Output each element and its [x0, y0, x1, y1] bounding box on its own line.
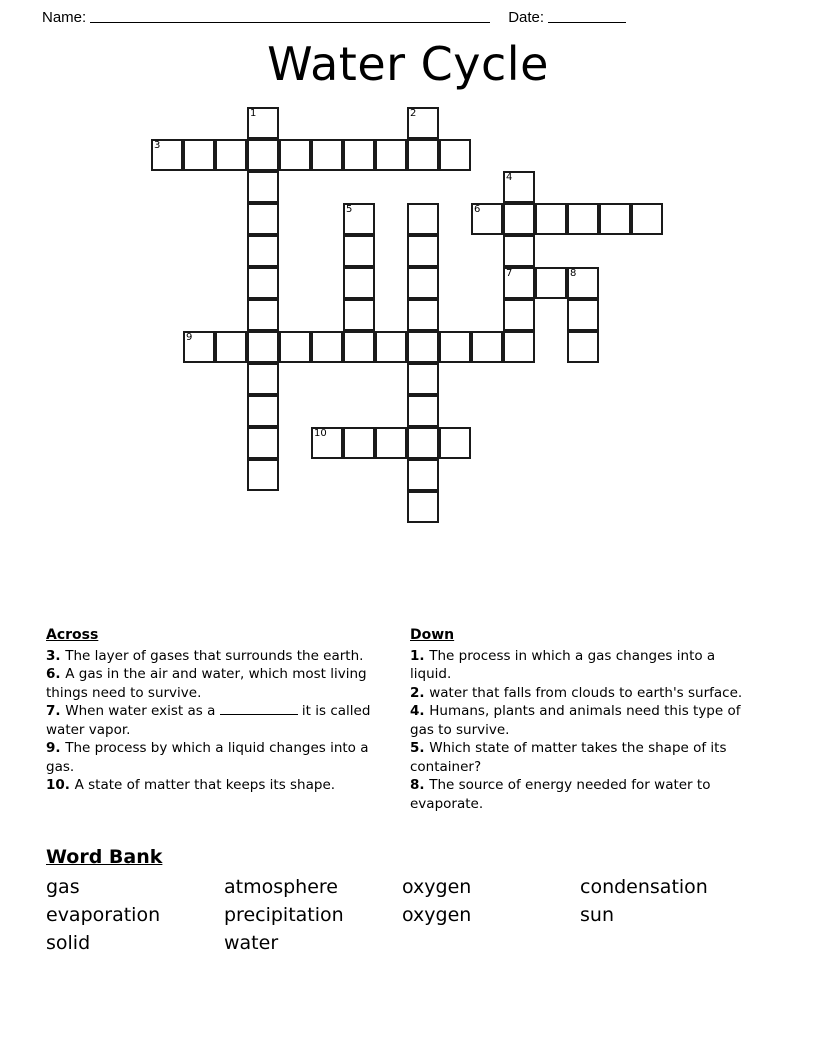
clue-number: 4.	[410, 703, 430, 719]
crossword-cell-start-3[interactable]	[151, 139, 183, 171]
crossword-cell[interactable]	[279, 139, 311, 171]
clue-text: water that falls from clouds to earth's surface.	[429, 684, 743, 701]
clue-across-6	[46, 665, 394, 702]
crossword-cell[interactable]	[439, 331, 471, 363]
clue-answer-blank[interactable]	[220, 714, 298, 715]
word-bank-section	[46, 845, 776, 957]
word-bank-word-precipitation[interactable]: precipitation	[224, 904, 344, 926]
clue-across-7	[46, 702, 394, 739]
word-bank-word-water[interactable]: water	[224, 932, 279, 954]
clue-down-2	[410, 684, 758, 703]
name-label: Name:	[42, 9, 87, 26]
word-bank-word-gas[interactable]: gas	[46, 876, 80, 898]
cell-number-3: 3	[154, 140, 161, 151]
crossword-cell[interactable]	[407, 235, 439, 267]
cell-number-6: 6	[474, 204, 481, 215]
cell-number-4: 4	[506, 172, 513, 183]
clues-across-list	[46, 647, 394, 795]
crossword-cell[interactable]	[503, 235, 535, 267]
crossword-cell[interactable]	[343, 267, 375, 299]
date-label: Date:	[508, 9, 545, 26]
crossword-cell[interactable]	[247, 395, 279, 427]
crossword-cell[interactable]	[215, 331, 247, 363]
crossword-cell-start-1[interactable]	[247, 107, 279, 139]
crossword-cell[interactable]	[247, 235, 279, 267]
word-bank-word-oxygen[interactable]: oxygen	[402, 904, 472, 926]
word-bank-word-evaporation[interactable]: evaporation	[46, 904, 161, 926]
crossword-cell[interactable]	[215, 139, 247, 171]
crossword-cell[interactable]	[535, 267, 567, 299]
crossword-cell[interactable]	[247, 203, 279, 235]
page-title: Water Cycle	[267, 37, 549, 91]
clue-text: Humans, plants and animals need this type of gas to survive.	[410, 703, 741, 738]
crossword-cell[interactable]	[247, 331, 279, 363]
clue-down-5	[410, 739, 758, 776]
crossword-cell[interactable]	[471, 331, 503, 363]
cell-number-8: 8	[570, 268, 577, 279]
crossword-cell[interactable]	[407, 491, 439, 523]
clue-down-4	[410, 702, 758, 739]
word-bank-grid	[46, 873, 776, 957]
crossword-cell[interactable]	[375, 139, 407, 171]
crossword-cell[interactable]	[247, 299, 279, 331]
crossword-cell[interactable]	[407, 267, 439, 299]
crossword-cell[interactable]	[439, 427, 471, 459]
crossword-cell-start-7[interactable]	[503, 267, 535, 299]
cell-number-1: 1	[250, 108, 257, 119]
crossword-cell[interactable]	[247, 267, 279, 299]
crossword-cell[interactable]	[247, 139, 279, 171]
clue-number: 2.	[410, 684, 430, 701]
crossword-cell-start-9[interactable]	[183, 331, 215, 363]
crossword-cell[interactable]	[247, 427, 279, 459]
word-bank-empty	[402, 929, 580, 957]
word-bank-title: Word Bank	[46, 846, 163, 868]
clue-down-1	[410, 647, 758, 684]
crossword-cell[interactable]	[567, 331, 599, 363]
crossword-cell[interactable]	[343, 235, 375, 267]
clue-text: The source of energy needed for water to evaporate.	[410, 777, 711, 812]
crossword-cell[interactable]	[407, 363, 439, 395]
clue-across-9	[46, 739, 394, 776]
clue-text: The process by which a liquid changes into a gas.	[46, 740, 369, 775]
crossword-cell[interactable]	[535, 203, 567, 235]
clue-number: 5.	[410, 740, 430, 756]
word-bank-empty	[580, 929, 758, 957]
crossword-cell[interactable]	[567, 203, 599, 235]
crossword-cell[interactable]	[407, 331, 439, 363]
crossword-cell[interactable]	[343, 427, 375, 459]
clue-across-3	[46, 647, 394, 666]
cell-number-2: 2	[410, 108, 417, 119]
crossword-cell[interactable]	[247, 459, 279, 491]
clue-text: A state of matter that keeps its shape.	[74, 777, 336, 793]
clue-number: 8.	[410, 777, 430, 793]
crossword-cell[interactable]	[407, 203, 439, 235]
crossword-cell[interactable]	[631, 203, 663, 235]
clues-down-list	[410, 647, 758, 814]
word-bank-word-atmosphere[interactable]: atmosphere	[224, 876, 338, 898]
crossword-cell[interactable]	[311, 139, 343, 171]
crossword-cell[interactable]	[343, 331, 375, 363]
word-bank-row	[46, 929, 776, 957]
clue-number: 3.	[46, 647, 66, 664]
word-bank-row	[46, 873, 776, 901]
word-bank-word-solid[interactable]: solid	[46, 932, 91, 954]
cell-number-5: 5	[346, 204, 353, 215]
crossword-cell[interactable]	[503, 331, 535, 363]
clue-text: Which state of matter takes the shape of its container?	[410, 740, 727, 775]
crossword-cell[interactable]	[599, 203, 631, 235]
crossword-cell[interactable]	[279, 331, 311, 363]
crossword-cell[interactable]	[439, 139, 471, 171]
crossword-cell-start-10[interactable]	[311, 427, 343, 459]
crossword-cell[interactable]	[311, 331, 343, 363]
clue-down-8	[410, 776, 758, 813]
crossword-cell[interactable]	[375, 331, 407, 363]
crossword-cell-start-2[interactable]	[407, 107, 439, 139]
crossword-cell[interactable]	[503, 203, 535, 235]
clue-number: 9.	[46, 740, 66, 756]
crossword-cell[interactable]	[407, 139, 439, 171]
clues-down-column	[410, 626, 758, 813]
clue-text: A gas in the air and water, which most living things need to survive.	[46, 666, 367, 701]
clue-number: 10.	[46, 777, 75, 793]
word-bank-word-oxygen[interactable]: oxygen	[402, 876, 472, 898]
crossword-cell[interactable]	[183, 139, 215, 171]
clues-across-column	[46, 626, 394, 795]
crossword-cell[interactable]	[247, 171, 279, 203]
crossword-cell-start-4[interactable]	[503, 171, 535, 203]
clue-number: 1.	[410, 647, 430, 664]
crossword-cell[interactable]	[567, 299, 599, 331]
clues-across-heading: Across	[46, 627, 99, 643]
clue-number: 6.	[46, 666, 66, 682]
clue-text: When water exist as a	[65, 703, 220, 719]
word-bank-word-sun[interactable]: sun	[580, 904, 614, 926]
cell-number-7: 7	[506, 268, 513, 279]
clues-down-heading: Down	[410, 627, 455, 643]
crossword-cell[interactable]	[375, 427, 407, 459]
crossword-cell-start-6[interactable]	[471, 203, 503, 235]
crossword-cell[interactable]	[503, 299, 535, 331]
cell-number-9: 9	[186, 332, 193, 343]
crossword-cell[interactable]	[343, 139, 375, 171]
crossword-cell-start-5[interactable]	[343, 203, 375, 235]
crossword-cell[interactable]	[407, 459, 439, 491]
clue-text: The layer of gases that surrounds the earth.	[65, 647, 364, 664]
crossword-cell[interactable]	[407, 299, 439, 331]
crossword-cell[interactable]	[407, 395, 439, 427]
crossword-cell[interactable]	[343, 299, 375, 331]
crossword-cell[interactable]	[407, 427, 439, 459]
word-bank-word-condensation[interactable]: condensation	[580, 876, 708, 898]
clue-number: 7.	[46, 703, 66, 719]
clue-text: The process in which a gas changes into a liquid.	[410, 647, 716, 682]
crossword-cell[interactable]	[247, 363, 279, 395]
crossword-cell-start-8[interactable]	[567, 267, 599, 299]
word-bank-row	[46, 901, 776, 929]
clue-across-10	[46, 776, 394, 795]
cell-number-10: 10	[314, 428, 327, 439]
clue-text-continued: it is called water vapor.	[46, 703, 371, 738]
